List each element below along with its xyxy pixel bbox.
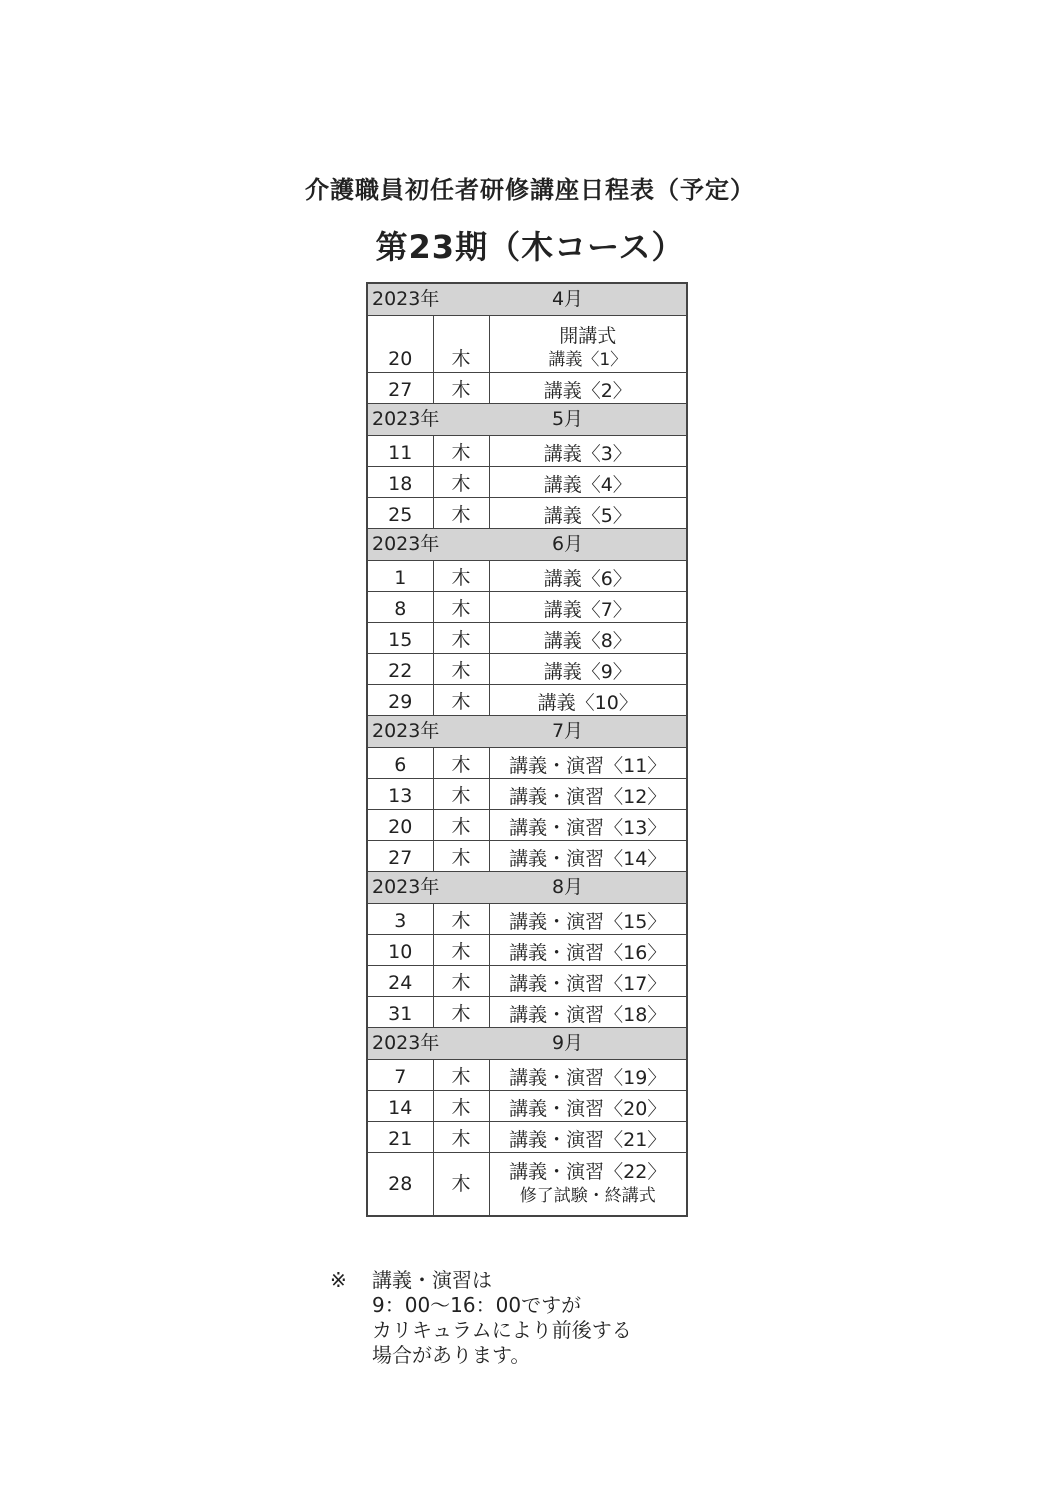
note-line: 場合があります。 xyxy=(372,1343,531,1367)
schedule-note xyxy=(330,1268,632,1368)
weekday-cell: 木 xyxy=(433,779,489,810)
event-cell xyxy=(489,592,687,623)
page-title: 介護職員初任者研修講座日程表（予定） xyxy=(305,176,755,204)
month-header-row xyxy=(367,404,687,436)
event-text: 講義・演習〈18〉 xyxy=(509,1004,667,1026)
day-cell: 27 xyxy=(367,841,433,872)
event-text: 講義〈8〉 xyxy=(543,630,632,652)
day-cell: 29 xyxy=(367,685,433,716)
weekday-cell: 木 xyxy=(433,935,489,966)
event-cell xyxy=(489,623,687,654)
day-cell: 11 xyxy=(367,436,433,467)
schedule-row xyxy=(367,373,687,404)
schedule-row xyxy=(367,966,687,997)
event-text: 講義〈10〉 xyxy=(537,692,638,714)
month-header-row xyxy=(367,1028,687,1060)
event-text: 講義・演習〈12〉 xyxy=(509,786,667,808)
schedule-row xyxy=(367,1091,687,1122)
schedule-table xyxy=(366,282,688,1217)
day-cell: 15 xyxy=(367,623,433,654)
weekday-cell: 木 xyxy=(433,623,489,654)
day-cell: 24 xyxy=(367,966,433,997)
day-cell: 7 xyxy=(367,1060,433,1091)
event-cell xyxy=(489,316,687,373)
event-cell xyxy=(489,904,687,935)
event-text: 講義・演習〈14〉 xyxy=(509,848,667,870)
event-cell xyxy=(489,654,687,685)
schedule-row xyxy=(367,779,687,810)
day-cell: 28 xyxy=(367,1153,433,1217)
note-mark: ※ xyxy=(330,1268,347,1292)
day-cell: 14 xyxy=(367,1091,433,1122)
weekday-cell: 木 xyxy=(433,966,489,997)
day-cell: 8 xyxy=(367,592,433,623)
month-cell: 8月 xyxy=(489,872,687,904)
note-line: 講義・演習は xyxy=(372,1268,492,1292)
event-text: 講義〈4〉 xyxy=(543,474,632,496)
month-header-row xyxy=(367,872,687,904)
day-cell: 10 xyxy=(367,935,433,966)
weekday-cell: 木 xyxy=(433,1153,489,1217)
year-cell: 2023年 xyxy=(367,716,489,748)
event-text: 講義〈3〉 xyxy=(543,443,632,465)
day-cell: 21 xyxy=(367,1122,433,1153)
event-cell xyxy=(489,685,687,716)
year-cell: 2023年 xyxy=(367,1028,489,1060)
event-cell xyxy=(489,561,687,592)
weekday-cell: 木 xyxy=(433,498,489,529)
event-cell xyxy=(489,498,687,529)
day-cell: 6 xyxy=(367,748,433,779)
schedule-row xyxy=(367,935,687,966)
event-text: 講義〈6〉 xyxy=(543,568,632,590)
page-subtitle: 第23期（木コース） xyxy=(375,228,685,266)
schedule-row xyxy=(367,1060,687,1091)
schedule-row xyxy=(367,316,687,373)
schedule-row xyxy=(367,841,687,872)
weekday-cell: 木 xyxy=(433,561,489,592)
event-cell xyxy=(489,841,687,872)
day-cell: 20 xyxy=(367,316,433,373)
month-cell: 7月 xyxy=(489,716,687,748)
weekday-cell: 木 xyxy=(433,1091,489,1122)
weekday-cell: 木 xyxy=(433,841,489,872)
event-cell xyxy=(489,748,687,779)
event-text: 講義〈1〉 xyxy=(548,350,628,370)
event-cell xyxy=(489,436,687,467)
event-text: 講義〈2〉 xyxy=(543,380,632,402)
event-text: 講義〈7〉 xyxy=(543,599,632,621)
event-cell xyxy=(489,779,687,810)
event-text: 講義・演習〈15〉 xyxy=(509,911,667,933)
weekday-cell: 木 xyxy=(433,436,489,467)
schedule-row xyxy=(367,436,687,467)
event-cell xyxy=(489,935,687,966)
event-cell xyxy=(489,997,687,1028)
year-cell: 2023年 xyxy=(367,529,489,561)
day-cell: 31 xyxy=(367,997,433,1028)
month-header-row xyxy=(367,529,687,561)
note-line: 9：00〜16：00ですが xyxy=(372,1293,582,1317)
note-lines xyxy=(372,1268,632,1368)
weekday-cell: 木 xyxy=(433,654,489,685)
schedule-row xyxy=(367,1122,687,1153)
event-text: 講義・演習〈13〉 xyxy=(509,817,667,839)
month-header-row xyxy=(367,716,687,748)
day-cell: 18 xyxy=(367,467,433,498)
day-cell: 13 xyxy=(367,779,433,810)
event-text: 講義・演習〈17〉 xyxy=(509,973,667,995)
month-cell: 6月 xyxy=(489,529,687,561)
schedule-row xyxy=(367,623,687,654)
schedule-body xyxy=(367,283,687,1216)
event-text: 講義・演習〈11〉 xyxy=(509,755,667,777)
event-text: 講義・演習〈19〉 xyxy=(509,1067,667,1089)
weekday-cell: 木 xyxy=(433,1122,489,1153)
weekday-cell: 木 xyxy=(433,373,489,404)
day-cell: 22 xyxy=(367,654,433,685)
event-text: 講義・演習〈20〉 xyxy=(509,1098,667,1120)
schedule-row xyxy=(367,467,687,498)
month-cell: 9月 xyxy=(489,1028,687,1060)
day-cell: 25 xyxy=(367,498,433,529)
schedule-row xyxy=(367,1153,687,1217)
weekday-cell: 木 xyxy=(433,810,489,841)
schedule-row xyxy=(367,810,687,841)
month-cell: 4月 xyxy=(489,283,687,316)
note-line: カリキュラムにより前後する xyxy=(372,1318,632,1342)
year-cell: 2023年 xyxy=(367,283,489,316)
event-cell xyxy=(489,467,687,498)
event-cell xyxy=(489,1091,687,1122)
weekday-cell: 木 xyxy=(433,904,489,935)
schedule-row xyxy=(367,592,687,623)
year-cell: 2023年 xyxy=(367,404,489,436)
event-cell xyxy=(489,373,687,404)
schedule-row xyxy=(367,904,687,935)
schedule-row xyxy=(367,685,687,716)
schedule-row xyxy=(367,498,687,529)
event-cell xyxy=(489,1153,687,1217)
weekday-cell: 木 xyxy=(433,592,489,623)
month-cell: 5月 xyxy=(489,404,687,436)
weekday-cell: 木 xyxy=(433,685,489,716)
day-cell: 3 xyxy=(367,904,433,935)
weekday-cell: 木 xyxy=(433,467,489,498)
event-cell xyxy=(489,966,687,997)
event-text: 講義・演習〈16〉 xyxy=(509,942,667,964)
event-text: 講義〈5〉 xyxy=(543,505,632,527)
year-cell: 2023年 xyxy=(367,872,489,904)
event-text: 講義〈9〉 xyxy=(543,661,632,683)
weekday-cell: 木 xyxy=(433,316,489,373)
weekday-cell: 木 xyxy=(433,997,489,1028)
schedule-row xyxy=(367,561,687,592)
event-text: 講義・演習〈21〉 xyxy=(509,1129,667,1151)
day-cell: 20 xyxy=(367,810,433,841)
month-header-row xyxy=(367,283,687,316)
weekday-cell: 木 xyxy=(433,1060,489,1091)
schedule-row xyxy=(367,654,687,685)
day-cell: 27 xyxy=(367,373,433,404)
event-text: 修了試験・終講式 xyxy=(519,1186,656,1206)
event-cell xyxy=(489,1060,687,1091)
weekday-cell: 木 xyxy=(433,748,489,779)
event-text: 講義・演習〈22〉 xyxy=(509,1161,667,1183)
day-cell: 1 xyxy=(367,561,433,592)
schedule-row xyxy=(367,748,687,779)
event-cell xyxy=(489,810,687,841)
event-text: 開講式 xyxy=(559,325,617,347)
event-cell xyxy=(489,1122,687,1153)
schedule-row xyxy=(367,997,687,1028)
